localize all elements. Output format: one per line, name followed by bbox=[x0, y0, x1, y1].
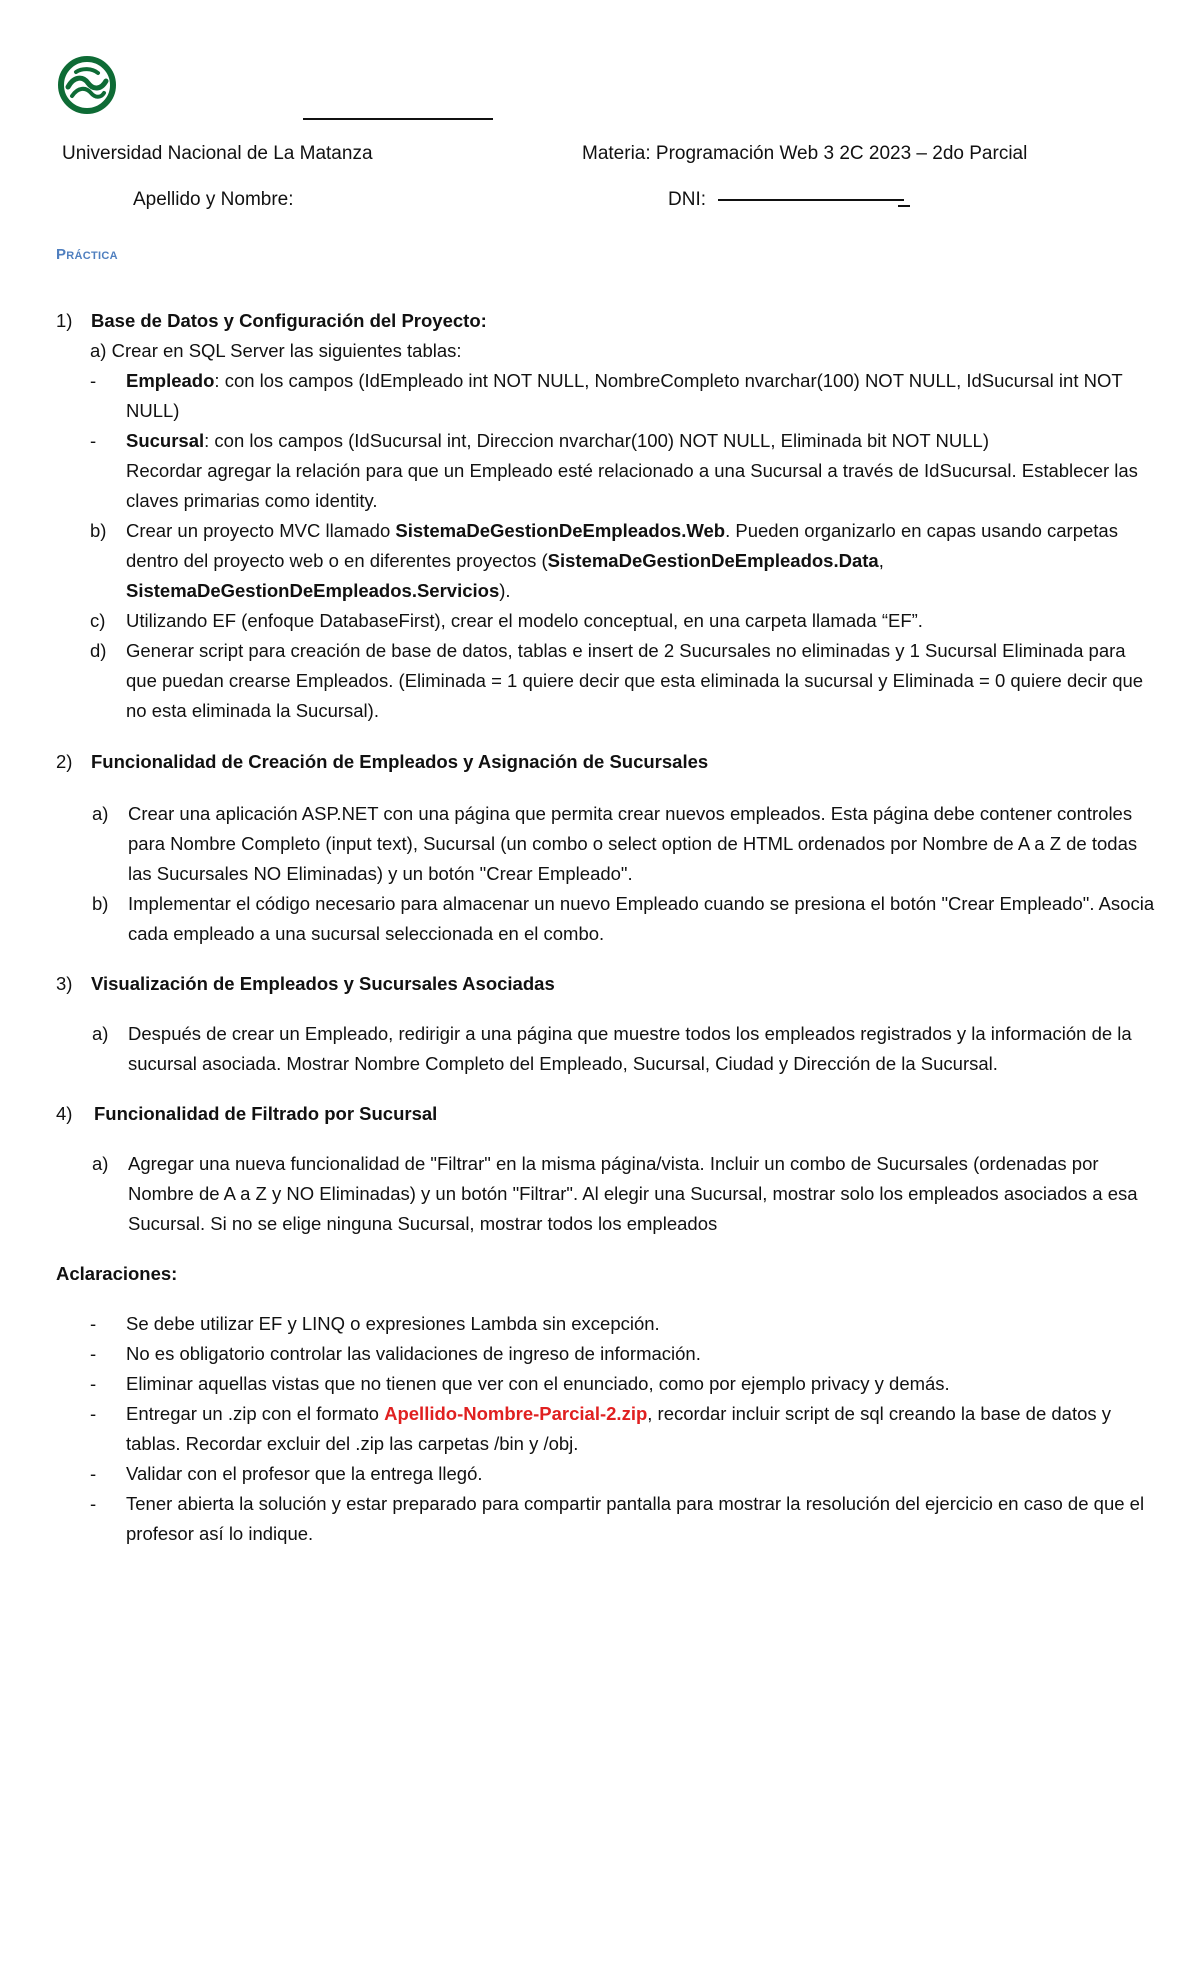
dash-marker: - bbox=[90, 370, 97, 391]
q2-heading bbox=[56, 747, 1156, 777]
aclaracion-text-4-post: , recordar incluir script de sql creando la base de datos y tablas. Recordar excluir del .zip las carpetas /bin y /obj. bbox=[126, 1403, 1112, 1454]
q1-c-marker: c) bbox=[90, 610, 106, 631]
top-signature-line bbox=[303, 118, 493, 120]
q1-b-text-1: Crear un proyecto MVC llamado bbox=[126, 520, 396, 541]
aclaraciones-title: Aclaraciones: bbox=[56, 1263, 178, 1284]
dash-marker: - bbox=[90, 1493, 97, 1514]
q1-c-text: Utilizando EF (enfoque DatabaseFirst), crear el modelo conceptual, en una carpeta llamada “EF”. bbox=[126, 610, 923, 631]
sucursal-label: Sucursal bbox=[126, 430, 205, 451]
q2-b-text: Implementar el código necesario para almacenar un nuevo Empleado cuando se presiona el botón "Crear Empleado". Asocia cada empleado a una sucursal seleccionada en el combo. bbox=[128, 893, 1155, 944]
subject-title: Materia: Programación Web 3 2C 2023 – 2do Parcial bbox=[582, 143, 1028, 164]
aclaracion-text-4-pre: Entregar un .zip con el formato bbox=[126, 1403, 385, 1424]
q1-b-text-4: ). bbox=[499, 580, 511, 601]
project-data-name: SistemaDeGestionDeEmpleados.Data bbox=[547, 550, 879, 571]
aclaracion-item bbox=[56, 1309, 1156, 1339]
aclaracion-text-3: Eliminar aquellas vistas que no tienen que ver con el enunciado, como por ejemplo privacy y demás. bbox=[126, 1373, 950, 1394]
q1-a: a) Crear en SQL Server las siguientes tablas: bbox=[90, 340, 462, 361]
q1-number: 1) bbox=[56, 310, 73, 331]
aclaracion-text-2: No es obligatorio controlar las validaciones de ingreso de información. bbox=[126, 1343, 701, 1364]
q2-title: Funcionalidad de Creación de Empleados y Asignación de Sucursales bbox=[91, 751, 709, 772]
q3-a-marker: a) bbox=[92, 1023, 109, 1044]
aclaracion-text-5: Validar con el profesor que la entrega llegó. bbox=[126, 1463, 483, 1484]
q3-number: 3) bbox=[56, 973, 73, 994]
q4-title: Funcionalidad de Filtrado por Sucursal bbox=[94, 1103, 438, 1124]
q1-d-text: Generar script para creación de base de datos, tablas e insert de 2 Sucursales no eliminadas y 1 Sucursal Eliminada para que puedan crearse Empleados. (Eliminada = 1 quiere decir que esta eliminada la sucursal y Eliminada = 0 quiere decir que no esta eliminada la Sucursal). bbox=[126, 640, 1144, 721]
q1-heading bbox=[56, 306, 1156, 336]
dni-label: DNI: bbox=[668, 189, 706, 210]
q1-d bbox=[56, 636, 1156, 726]
dni-line bbox=[718, 199, 904, 201]
university-name: Universidad Nacional de La Matanza bbox=[62, 143, 373, 164]
q2-a-text: Crear una aplicación ASP.NET con una página que permita crear nuevos empleados. Esta página debe contener controles para Nombre Completo (input text), Sucursal (un combo o select option de HTML ordenados por Nombre de A a Z de todas las Sucursales NO Eliminadas) y un botón "Crear Empleado". bbox=[128, 803, 1138, 884]
q1-b-text-3: , bbox=[878, 550, 884, 571]
project-web-name: SistemaDeGestionDeEmpleados.Web bbox=[395, 520, 726, 541]
q4-a bbox=[56, 1149, 1156, 1239]
q2-b-marker: b) bbox=[92, 893, 109, 914]
dash-marker: - bbox=[90, 1403, 97, 1424]
q2-b bbox=[56, 889, 1156, 949]
dash-marker: - bbox=[90, 1373, 97, 1394]
aclaracion-item bbox=[56, 1369, 1156, 1399]
dash-marker: - bbox=[90, 1343, 97, 1364]
aclaracion-text-1: Se debe utilizar EF y LINQ o expresiones Lambda sin excepción. bbox=[126, 1313, 660, 1334]
q1-empleado-item bbox=[56, 366, 1156, 426]
aclaracion-item bbox=[56, 1339, 1156, 1369]
q1-title: Base de Datos y Configuración del Proyecto: bbox=[91, 310, 487, 331]
dni-dash bbox=[898, 205, 910, 207]
university-logo-icon bbox=[58, 56, 116, 114]
dash-marker: - bbox=[90, 1313, 97, 1334]
q1-b-text-2: . Pueden organizarlo en capas usando carpetas dentro del proyecto web o en diferentes proyectos ( bbox=[126, 520, 1118, 571]
exam-content bbox=[56, 306, 1156, 1549]
q4-a-text: Agregar una nueva funcionalidad de "Filtrar" en la misma página/vista. Incluir un combo de Sucursales (ordenadas por Nombre de A a Z y NO Eliminadas) y un botón "Filtrar". Al elegir una Sucursal, mostrar solo los empleados asociados a esa Sucursal. Si no se elige ninguna Sucursal, mostrar todos los empleados bbox=[128, 1153, 1138, 1234]
sucursal-text: : con los campos (IdSucursal int, Direccion nvarchar(100) NOT NULL, Eliminada bit NOT NULL) bbox=[204, 430, 989, 451]
q2-number: 2) bbox=[56, 751, 73, 772]
project-servicios-name: SistemaDeGestionDeEmpleados.Servicios bbox=[126, 580, 500, 601]
q2-a bbox=[56, 799, 1156, 889]
empleado-label: Empleado bbox=[126, 370, 215, 391]
q2-a-marker: a) bbox=[92, 803, 109, 824]
name-label: Apellido y Nombre: bbox=[133, 189, 294, 210]
section-title: Práctica bbox=[56, 246, 118, 263]
dash-marker: - bbox=[90, 1463, 97, 1484]
dash-marker: - bbox=[90, 430, 97, 451]
q1-sucursal-item bbox=[56, 426, 1156, 456]
q4-heading bbox=[56, 1099, 1156, 1129]
aclaracion-item bbox=[56, 1399, 1156, 1459]
q3-a bbox=[56, 1019, 1156, 1079]
q3-heading bbox=[56, 969, 1156, 999]
q4-number: 4) bbox=[56, 1103, 73, 1124]
q1-d-marker: d) bbox=[90, 640, 107, 661]
q1-b bbox=[56, 516, 1156, 606]
zip-format-name: Apellido-Nombre-Parcial-2.zip bbox=[384, 1403, 648, 1424]
q1-c bbox=[56, 606, 1156, 636]
empleado-text: : con los campos (IdEmpleado int NOT NULL, NombreCompleto nvarchar(100) NOT NULL, IdSucursal int NOT NULL) bbox=[126, 370, 1123, 421]
q3-title: Visualización de Empleados y Sucursales Asociadas bbox=[91, 973, 555, 994]
q4-a-marker: a) bbox=[92, 1153, 109, 1174]
q1-note: Recordar agregar la relación para que un Empleado esté relacionado a una Sucursal a través de IdSucursal. Establecer las claves primarias como identity. bbox=[126, 460, 1138, 511]
q3-a-text: Después de crear un Empleado, redirigir a una página que muestre todos los empleados registrados y la información de la sucursal asociada. Mostrar Nombre Completo del Empleado, Sucursal, Ciudad y Dirección de la Sucursal. bbox=[128, 1023, 1132, 1074]
aclaracion-item bbox=[56, 1459, 1156, 1489]
aclaracion-text-6: Tener abierta la solución y estar preparado para compartir pantalla para mostrar la resolución del ejercicio en caso de que el profesor así lo indique. bbox=[126, 1493, 1145, 1544]
q1-b-marker: b) bbox=[90, 520, 107, 541]
aclaracion-item bbox=[56, 1489, 1156, 1549]
